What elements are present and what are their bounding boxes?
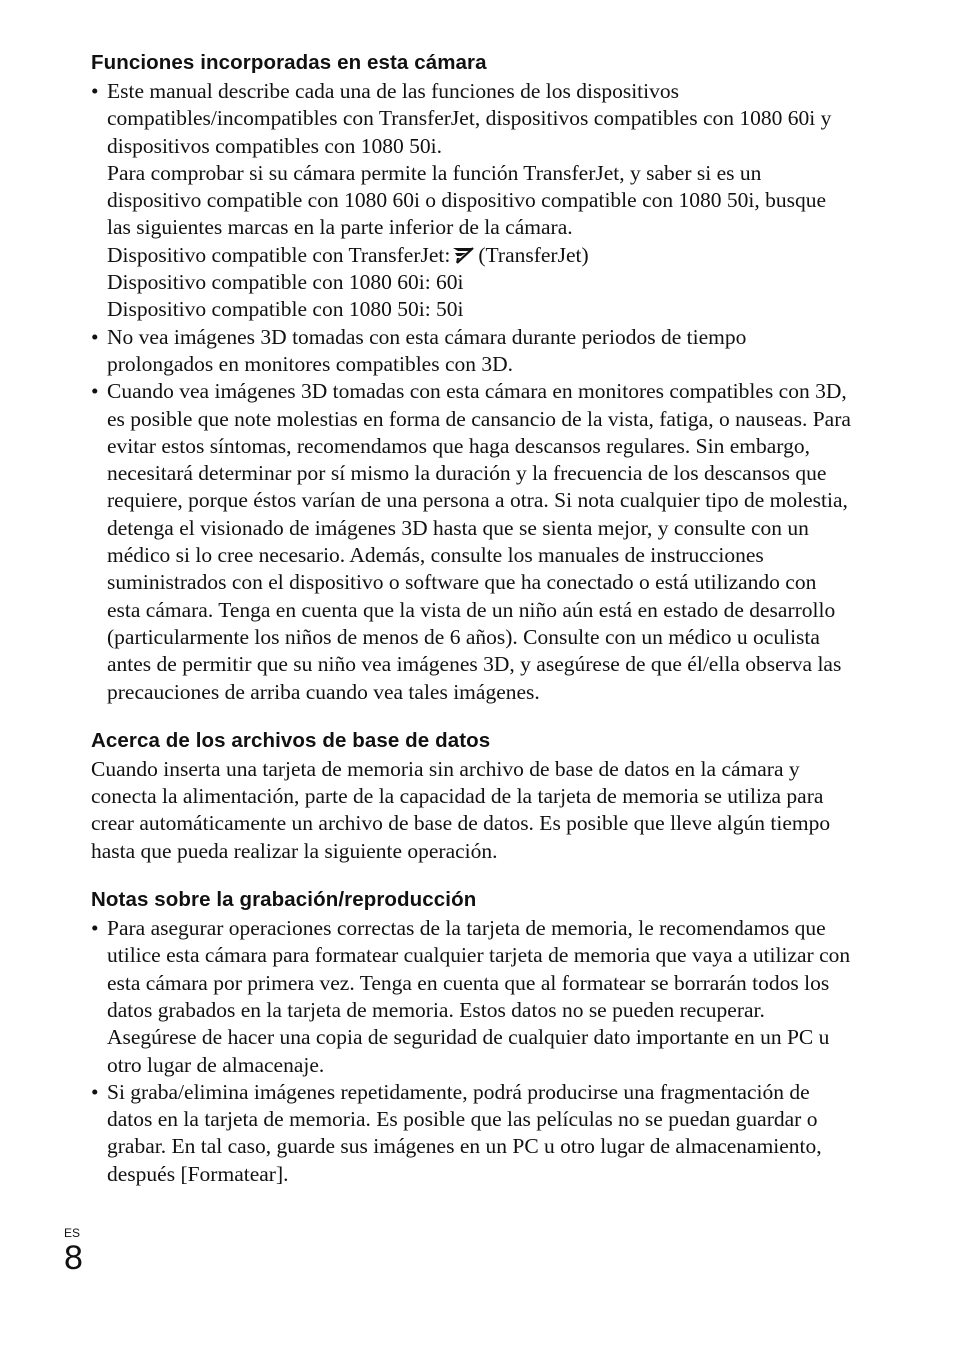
section-built-in-functions [91,50,851,706]
language-code: ES [64,1226,81,1240]
transferjet-icon [452,246,474,264]
list-item [91,78,851,324]
document-page [91,50,851,1188]
list-item: • Cuando vea imágenes 3D tomadas con esta cámara en monitores compatibles con 3D, es posible que note molestias en forma de cansancio de la vista, fatiga, o nauseas. Para evitar estos síntomas, recomendamos que haga descansos regulares. Sin embargo, necesitará determinar por sí mismo la duración y la frecuencia de los descansos que requiere, porque éstos varían de una persona a otra. Si nota cualquier tipo de molestia, detenga el visionado de imágenes 3D hasta que se sienta mejor, y consulte con un médico si lo cree necesario. Además, consulte los manuales de instrucciones suministrados con el dispositivo o software que ha conectado o está utilizando con esta cámara. Tenga en cuenta que la vista de un niño aún está en estado de desarrollo (particularmente los niños de menos de 6 años). Consulte con un médico u oculista antes de permitir que su niño vea imágenes 3D, y asegúrese de que él/ella observa las precauciones de arriba cuando vea tales imágenes. [91,378,851,706]
section-heading: Acerca de los archivos de base de datos [91,728,491,752]
section-heading: Funciones incorporadas en esta cámara [91,51,487,74]
section-heading: Notas sobre la grabación/reproducción [91,888,477,912]
mark-line-60i: Dispositivo compatible con 1080 60i: 60i [107,270,464,295]
section-recording-notes [91,887,851,1188]
mark-line-50i: Dispositivo compatible con 1080 50i: 50i [107,297,464,322]
mark-label: Dispositivo compatible con TransferJet: [107,242,451,267]
paragraph-line: • Este manual describe cada una de las funciones de los dispositivos compatibles/incompatibles con TransferJet, dispositivos compatibles con 1080 60i y dispositivos compatibles con 1080 50i. [107,79,832,158]
page-number: 8 [64,1239,83,1277]
bullet-list [91,915,851,1188]
paragraph: Cuando inserta una tarjeta de memoria sin archivo de base de datos en la cámara y conecta la alimentación, parte de la capacidad de la tarjeta de memoria se utiliza para crear automáticamente un archivo de base de datos. Es posible que lleve algún tiempo hasta que pueda realizar la siguiente operación. [91,756,831,863]
paragraph-line: Para comprobar si su cámara permite la función TransferJet, y saber si es un dispositivo compatible con 1080 60i o dispositivo compatible con 1080 50i, busque las siguientes marcas en la parte inferior de la cámara. [107,160,826,240]
list-item: • Para asegurar operaciones correctas de la tarjeta de memoria, le recomendamos que utilice esta cámara para formatear cualquier tarjeta de memoria que vaya a utilizar con esta cámara por primera vez. Tenga en cuenta que al formatear se borrarán todos los datos grabados en la tarjeta de memoria. Estos datos no se pueden recuperar. Asegúrese de hacer una copia de seguridad de cualquier dato importante en un PC u otro lugar de almacenaje. [91,915,851,1079]
section-database-files [91,728,851,865]
list-item: • No vea imágenes 3D tomadas con esta cámara durante periodos de tiempo prolongados en monitores compatibles con 3D. [91,324,851,379]
mark-line-transferjet [107,242,851,269]
list-item: • Si graba/elimina imágenes repetidamente, podrá producirse una fragmentación de datos en la tarjeta de memoria. Es posible que las películas no se puedan guardar o grabar. En tal caso, guarde sus imágenes en un PC u otro lugar de almacenamiento, después [Formatear]. [91,1079,851,1188]
page-footer [64,1226,83,1275]
mark-label: (TransferJet) [478,242,589,267]
bullet-list [91,78,851,706]
